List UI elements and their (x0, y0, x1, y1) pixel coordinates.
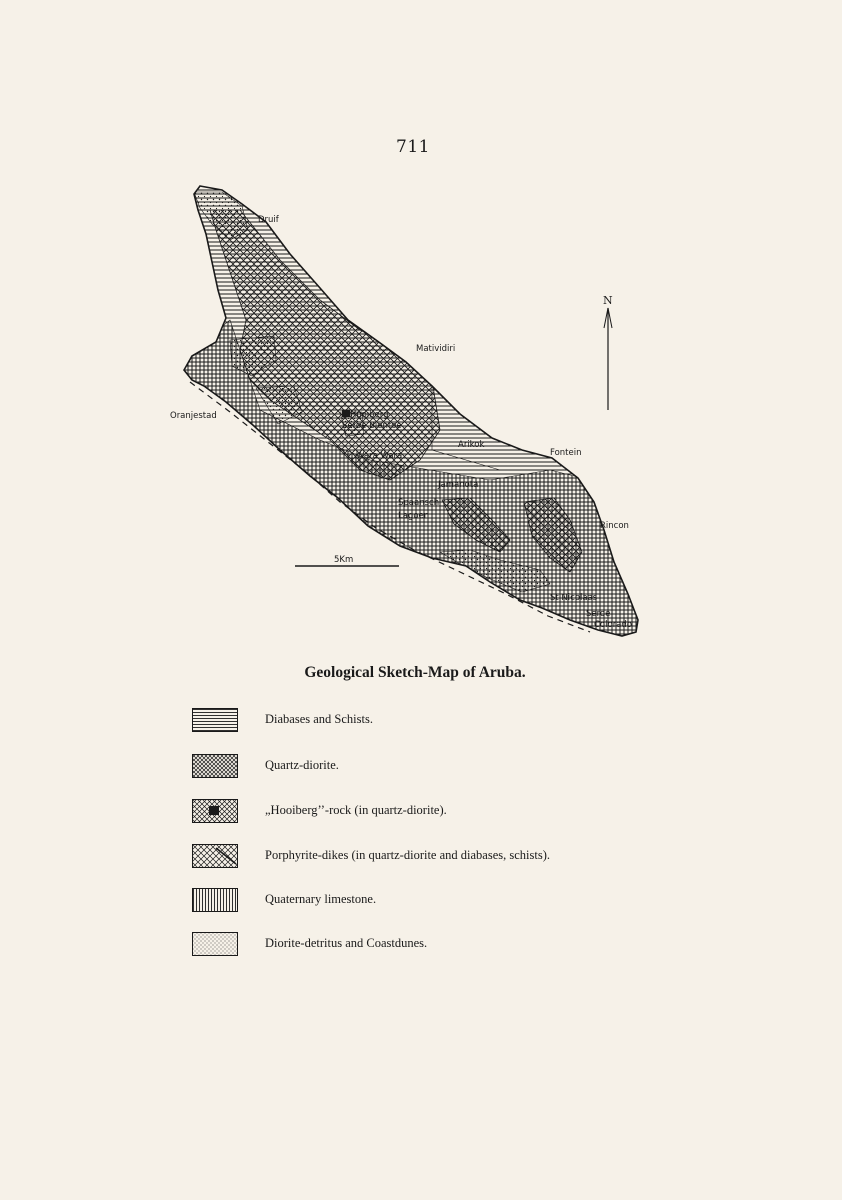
legend-item-diabases (192, 708, 712, 734)
legend-label: Quartz-diorite. (265, 758, 339, 772)
swatch-cross-hatch-dark-square (192, 799, 238, 823)
place-lagoen: Lagoen (398, 511, 430, 521)
map-title: Geological Sketch-Map of Aruba. (304, 664, 526, 681)
hooiberg-rock (342, 410, 350, 417)
legend-label: „Hooiberg’’-rock (in quartz-diorite). (265, 803, 447, 817)
legend-item-quartz-diorite (192, 754, 712, 780)
swatch-cross-hatch (192, 754, 238, 778)
place-st-nicolaas: St.Nicolaas (550, 593, 598, 603)
place-spaansch: Spaansch (398, 498, 440, 508)
page-number: 711 (396, 137, 430, 157)
place-fontein: Fontein (550, 448, 582, 458)
swatch-horizontal-lines (192, 708, 238, 732)
legend-item-porphyrite-dikes (192, 844, 712, 870)
place-seroe-bientoe: Seroe Bientoe (342, 421, 402, 431)
place-arikok: Arikok (458, 440, 485, 450)
geological-map (170, 180, 650, 650)
place-druif: Druif (258, 215, 279, 225)
legend-item-hooiberg-rock (192, 799, 712, 825)
place-wara-wara: Wara Wara (356, 451, 403, 461)
swatch-dots (192, 932, 238, 956)
legend-item-detritus (192, 932, 712, 958)
place-jamanota: Jamanota (438, 480, 479, 490)
legend-label: Quaternary limestone. (265, 892, 377, 906)
legend-label: Diabases and Schists. (265, 712, 373, 726)
north-label: N (603, 294, 613, 307)
legend-label: Diorite-detritus and Coastdunes. (265, 936, 428, 950)
scale-label: 5Km (334, 555, 354, 565)
place-colorado: Colorado (594, 620, 632, 630)
place-oranjestad: Oranjestad (170, 411, 217, 421)
place-rincon: Rincon (600, 521, 629, 531)
place-seroe: Seroe (586, 609, 611, 619)
swatch-cross-hatch-with-dike (192, 844, 238, 868)
legend-label: Porphyrite-dikes (in quartz-diorite and diabases, schists). (265, 848, 550, 862)
swatch-vertical-lines (192, 888, 238, 912)
place-matividiri: Matividiri (416, 344, 456, 354)
legend-item-limestone (192, 888, 712, 914)
place-hooiberg: Hooiberg (350, 410, 389, 420)
